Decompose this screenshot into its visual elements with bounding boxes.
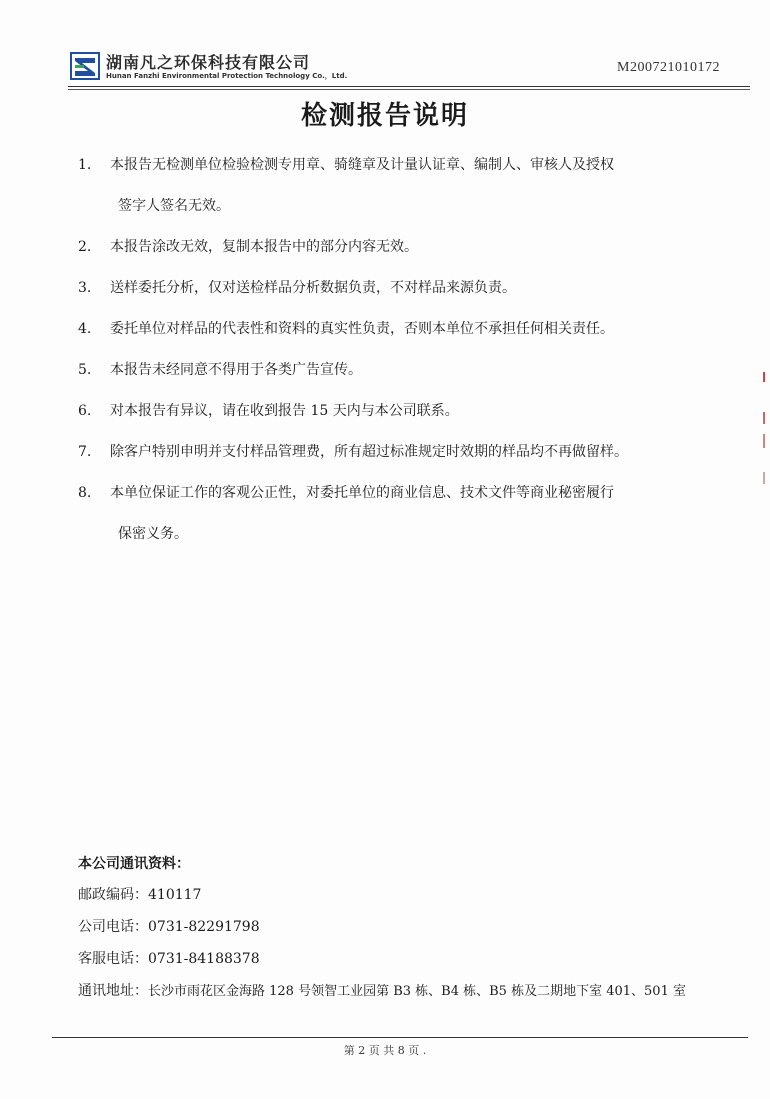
footer-divider — [52, 1037, 748, 1038]
company-phone-label: 公司电话： — [78, 919, 148, 935]
item-number: 4. — [78, 321, 92, 337]
notice-item-4 — [78, 319, 718, 339]
company-name-cn: 湖南凡之环保科技有限公司 — [106, 53, 311, 72]
notice-item-1 — [78, 155, 718, 216]
company-name-en: Hunan Fanzhi Environmental Protection Technology Co.，Ltd. — [106, 72, 348, 80]
item-text: 本报告涂改无效，复制本报告中的部分内容无效。 — [110, 239, 418, 255]
item-text: 委托单位对样品的代表性和资料的真实性负责，否则本单位不承担任何相关责任。 — [110, 321, 614, 337]
item-number: 1. — [78, 157, 92, 173]
postal-code-label: 邮政编码： — [78, 887, 148, 903]
notice-item-3 — [78, 278, 718, 298]
item-number: 6. — [78, 403, 92, 419]
item-text: 本报告未经同意不得用于各类广告宣传。 — [110, 362, 362, 378]
contact-info — [78, 853, 738, 1013]
address-label: 通讯地址： — [78, 983, 148, 999]
company-logo-icon — [70, 52, 100, 80]
postal-code-value: 410117 — [148, 887, 202, 903]
item-text: 本单位保证工作的客观公正性，对委托单位的商业信息、技术文件等商业秘密履行 — [110, 485, 614, 501]
service-phone-value: 0731-84188378 — [148, 951, 260, 967]
item-text: 送样委托分析，仅对送检样品分析数据负责，不对样品来源负责。 — [110, 280, 516, 296]
header-divider-thin — [68, 89, 750, 90]
service-phone-label: 客服电话： — [78, 951, 148, 967]
company-phone-value: 0731-82291798 — [148, 919, 260, 935]
company-phone-row — [78, 917, 738, 937]
notice-item-8 — [78, 483, 718, 544]
scan-artifact-marks — [760, 372, 768, 512]
item-number: 2. — [78, 239, 92, 255]
page-number: 第 2 页 共 8 页 . — [343, 1044, 427, 1057]
notice-item-5 — [78, 360, 718, 380]
notice-list — [78, 155, 718, 565]
address-row — [78, 981, 738, 1001]
item-text: 本报告无检测单位检验检测专用章、骑缝章及计量认证章、编制人、审核人及授权 — [110, 157, 614, 173]
item-number: 8. — [78, 485, 92, 501]
service-phone-row — [78, 949, 738, 969]
contact-heading: 本公司通讯资料： — [78, 856, 190, 872]
item-number: 7. — [78, 444, 92, 460]
item-number: 5. — [78, 362, 92, 378]
notice-item-7 — [78, 442, 718, 462]
postal-code-row — [78, 885, 738, 905]
item-text-continued: 保密义务。 — [118, 526, 188, 542]
item-text: 对本报告有异议，请在收到报告 15 天内与本公司联系。 — [110, 403, 459, 419]
notice-item-2 — [78, 237, 718, 257]
page-title: 检测报告说明 — [300, 101, 469, 131]
report-number: M200721010172 — [617, 60, 720, 75]
item-text-continued: 签字人签名无效。 — [118, 198, 230, 214]
letterhead — [70, 50, 750, 86]
item-text: 除客户特别申明并支付样品管理费，所有超过标准规定时效期的样品均不再做留样。 — [110, 444, 628, 460]
header-divider — [68, 86, 750, 87]
notice-item-6 — [78, 401, 718, 421]
item-number: 3. — [78, 280, 92, 296]
address-value: 长沙市雨花区金海路 128 号领智工业园第 B3 栋、B4 栋、B5 栋及二期地下室 401、501 室 — [148, 984, 686, 999]
